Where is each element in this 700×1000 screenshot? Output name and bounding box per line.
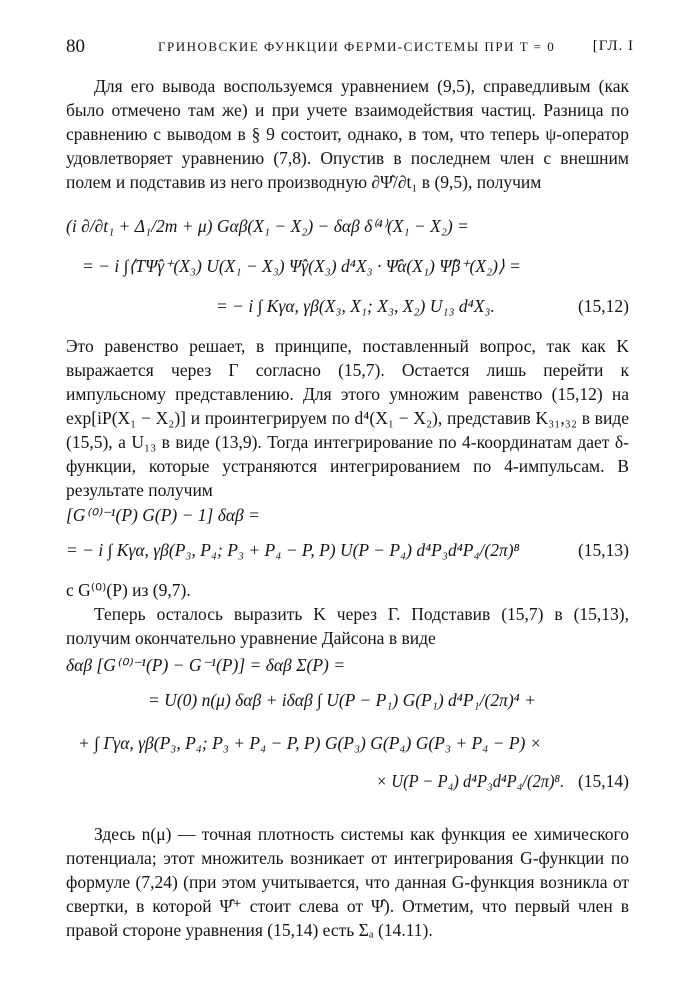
equation-15-14-line-1 [66, 655, 629, 685]
equation-number: (15,14) [577, 771, 629, 791]
equation-text: δαβ [G⁽⁰⁾⁻¹(P) − G⁻¹(P)] = δαβ Σ(P) = [66, 655, 346, 675]
equation-number: (15,13) [577, 540, 629, 560]
equation-15-14-line-4 [66, 771, 629, 801]
equation-text: = − i ∫ Kγα, γβ(X₃, X₁; X₃, X₂) U₁₃ d⁴X₃. [216, 296, 495, 316]
page-header [66, 36, 634, 66]
equation-text: = U(0) n(μ) δαβ + iδαβ ∫ U(P − P₁) G(P₁) d⁴P₁/(2π)⁴ + [148, 690, 536, 710]
paragraph-4: Теперь осталось выразить K через Γ. Подставив (15,7) в (15,13), получим окончательно уравнение Дайсона в виде [66, 604, 629, 648]
equation-number: (15,12) [577, 296, 629, 316]
paragraph-1: Для его вывода воспользуемся уравнением (9,5), справедливым (как было отмечено там же) и при учете взаимодействия частиц. Разница по сравнению с выводом в § 9 состоит, однако, в том, что теперь ψ-оператор удовлетворяет уравнению (7,8). Опустив в последнем член с внешним полем и подставив из него производную ∂Ψ̂/∂t₁ в (9,5), получим [66, 76, 629, 192]
equation-text: × U(P − P₄) d⁴P₃d⁴P₄/(2π)⁸. [376, 771, 565, 791]
equation-text: = − i ∫ Kγα, γβ(P₃, P₄; P₃ + P₄ − P, P) U(P − P₄) d⁴P₃d⁴P₄/(2π)⁸ [66, 540, 520, 560]
equation-15-14-line-3 [66, 733, 629, 763]
equation-15-13-line-1 [66, 505, 629, 535]
equation-15-12-line-3 [66, 296, 629, 326]
paragraph-5: Здесь n(μ) — точная плотность системы как функция ее химического потенциала; этот множитель возникает от интегрирования G-функции по формуле (7,24) (при этом учитывается, что данная G-функция возникла от свертки, в которой Ψ̂⁺ стоит слева от Ψ̂). Отметим, что первый член в правой стороне уравнения (15,14) есть Σₐ (14.11). [66, 824, 629, 940]
equation-15-12-line-2 [66, 256, 629, 286]
equation-15-12-line-1 [66, 216, 629, 246]
running-title: ГРИНОВСКИЕ ФУНКЦИИ ФЕРМИ-СИСТЕМЫ ПРИ T = 0 [158, 39, 556, 54]
equation-text: = − i ∫⟨TΨ̂γ⁺(X₃) U(X₁ − X₃) Ψ̂γ(X₃) d⁴X₃ · Ψ̂α(X₁) Ψ̂β⁺(X₂)⟩ = [82, 256, 521, 276]
equation-text: (i ∂/∂t₁ + Δ₁/2m + μ) Gαβ(X₁ − X₂) − δαβ δ⁽⁴⁾(X₁ − X₂) = [66, 216, 469, 236]
paragraph-3: с G⁽⁰⁾(P) из (9,7). [66, 580, 191, 600]
paragraph-2: Это равенство решает, в принципе, поставленный вопрос, так как K выражается через Γ согласно (15,7). Остается лишь перейти к импульсному представлению. Для этого умножим равенство (15,12) на exp[iP(X₁ − X₂)] и проинтегрируем по d⁴(X₁ − X₂), представив K₃₁,₃₂ в виде (15,5), а U₁₃ в виде (13,9). Тогда интегрирование по 4-координатам дает δ-функции, которые устраняются интегрированием по 4-импульсам. В результате получим [66, 336, 629, 500]
equation-text: + ∫ Γγα, γβ(P₃, P₄; P₃ + P₄ − P, P) G(P₃) G(P₄) G(P₃ + P₄ − P) × [78, 733, 542, 753]
page-number: 80 [66, 36, 85, 57]
chapter-label: [ГЛ. I [592, 38, 634, 54]
equation-15-13-line-2 [66, 540, 629, 570]
equation-15-14-line-2 [66, 690, 629, 720]
equation-text: [G⁽⁰⁾⁻¹(P) G(P) − 1] δαβ = [66, 505, 260, 525]
